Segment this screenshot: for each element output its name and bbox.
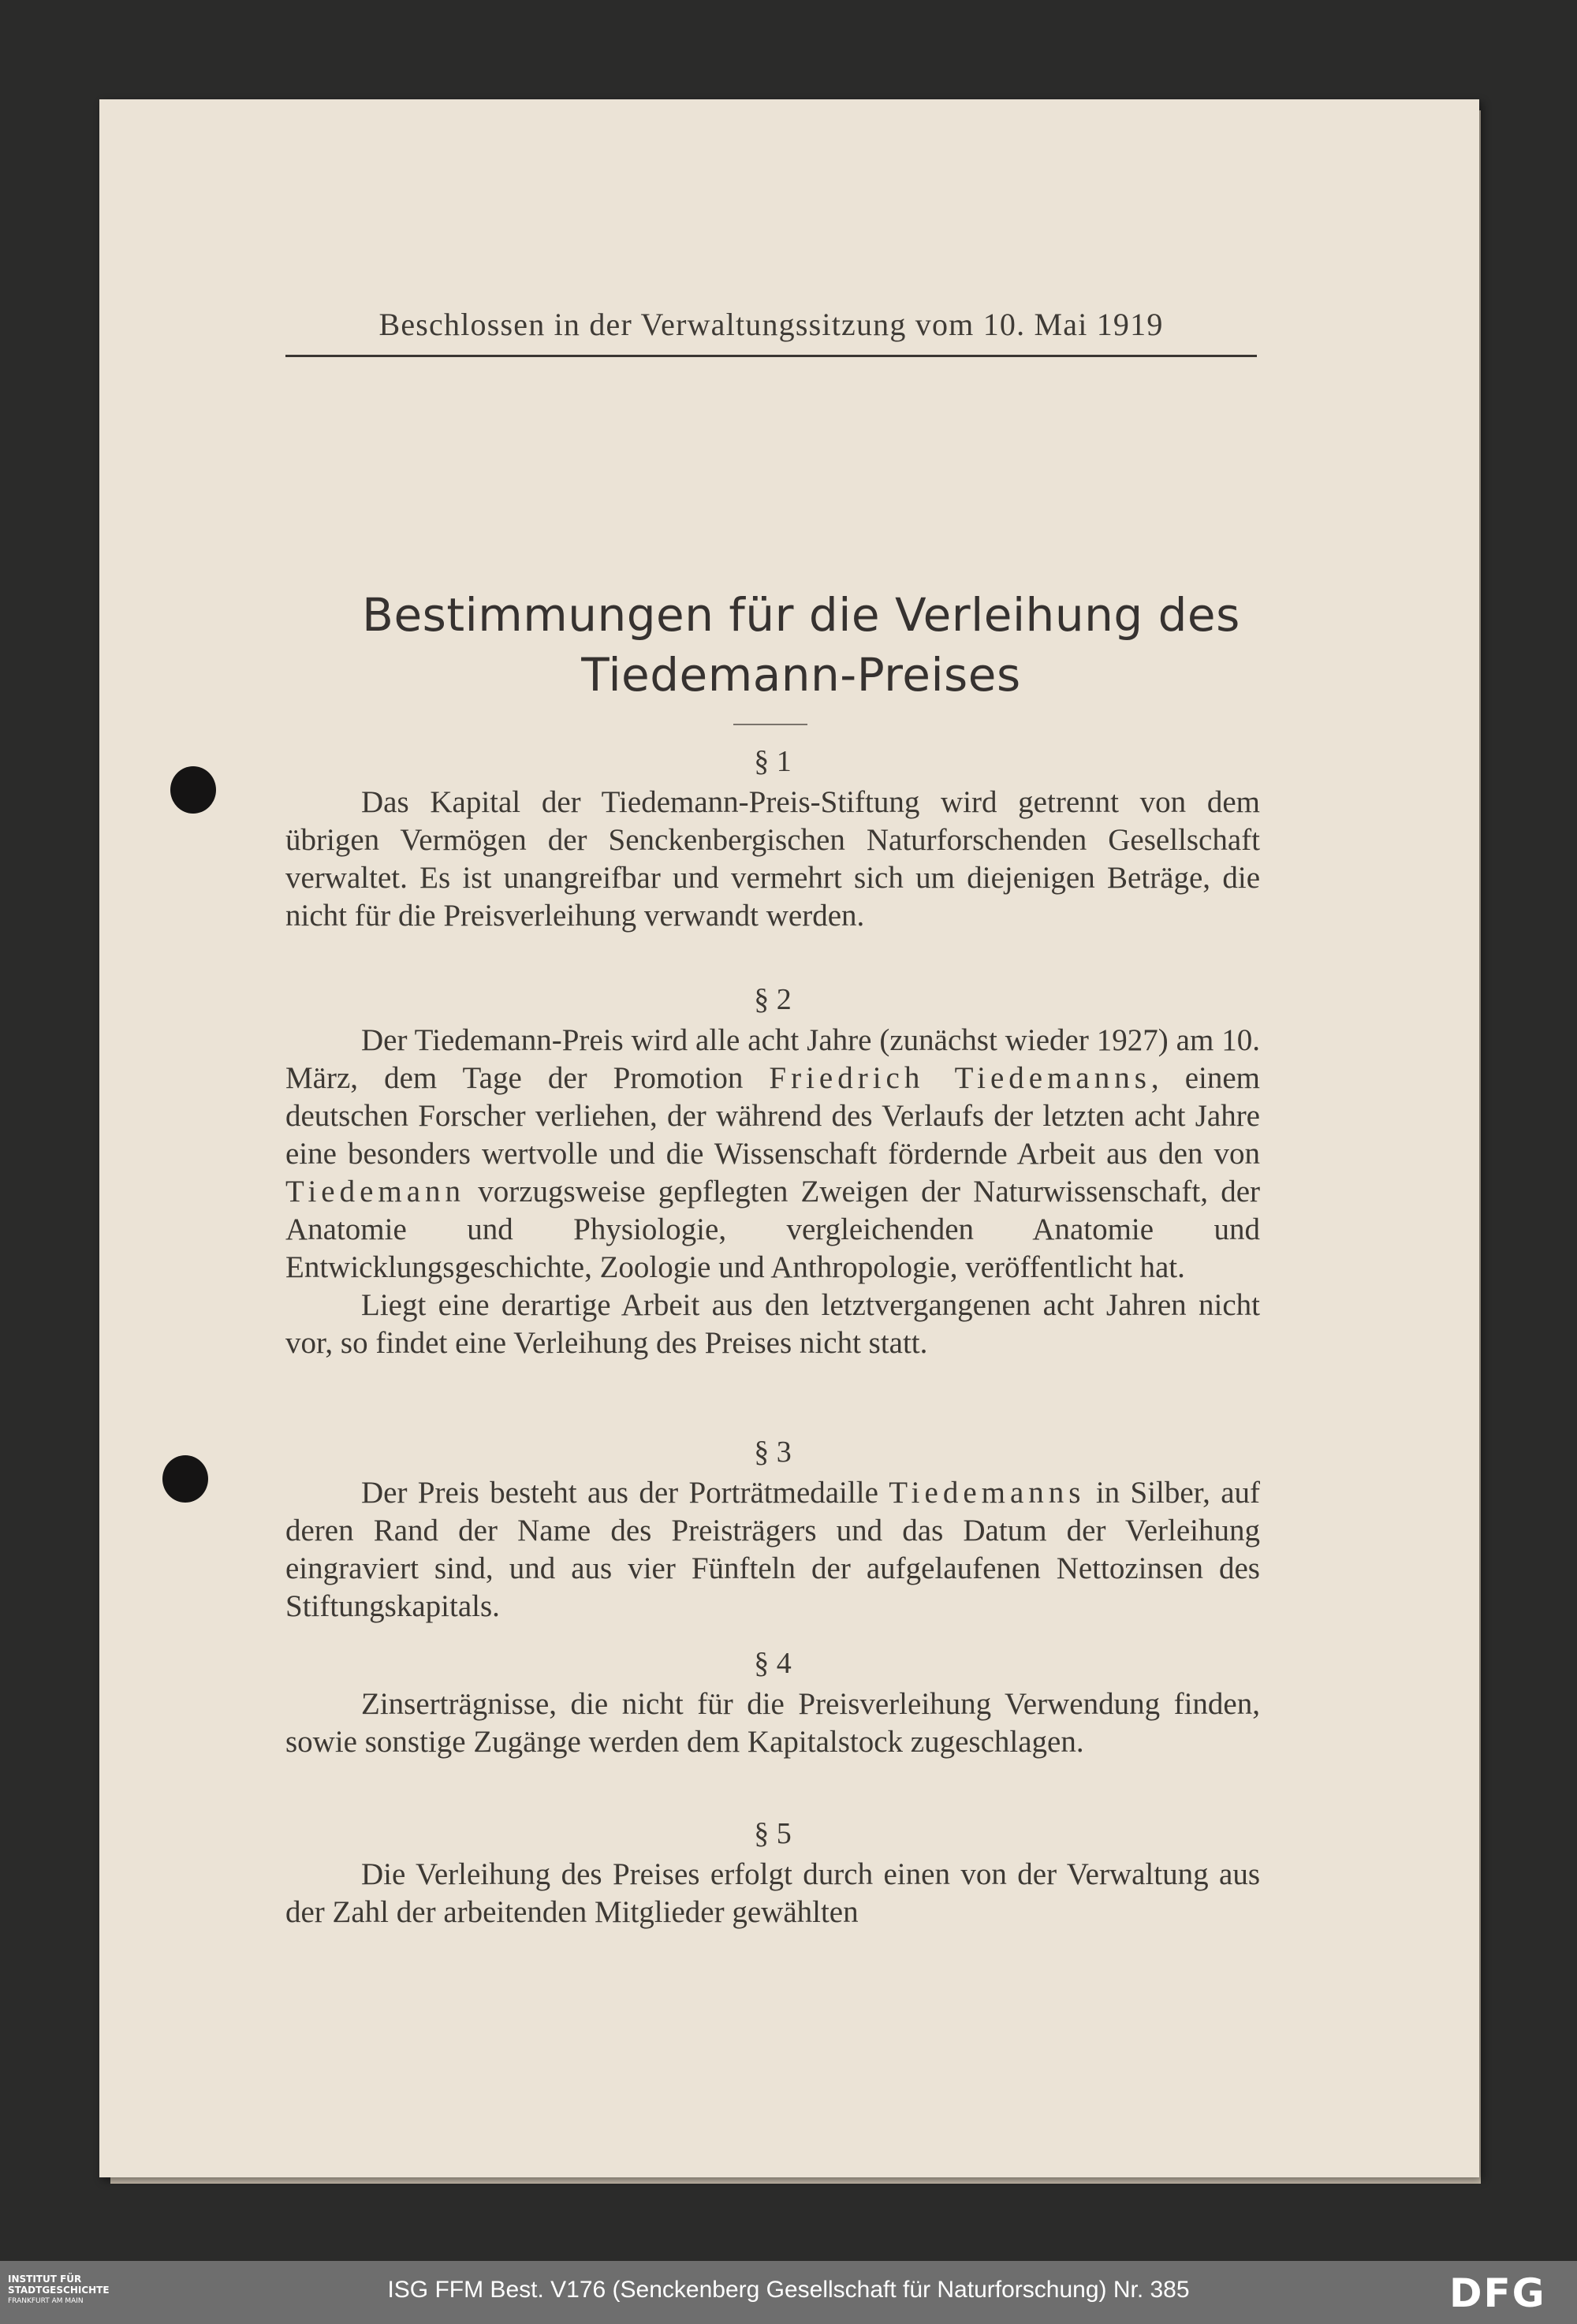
name-spaced: Friedrich Tiedemanns (769, 1061, 1151, 1095)
section-paragraph: Das Kapital der Tiedemann-Preis-Stiftung wird getrennt von dem übrigen Vermögen der Senckenbergischen Naturforschenden Gesellschaft verwaltet. Es ist unangreifbar und vermehrt sich um diejenigen Beträge, die nicht für die Preisverleihung verwandt werden. (285, 785, 1260, 933)
title-line-1: Bestimmungen für die Verleihung des (362, 588, 1240, 642)
dfg-logo: DFG (1449, 2270, 1546, 2316)
viewer-footer (0, 2261, 1577, 2324)
section-number: § 5 (754, 1817, 792, 1850)
text-run: , einem deutschen Forscher verliehen, der während des Verlaufs der letzten acht Jahre eine besonders wertvolle und die Wissenschaft fördernde Arbeit aus den von (285, 1061, 1261, 1171)
text-run: Der Preis besteht aus der Porträtmedaille (361, 1476, 889, 1510)
section-3 (285, 1433, 1260, 1626)
name-spaced: Tiedemanns (889, 1476, 1086, 1510)
header-rule (285, 355, 1257, 357)
document-title (249, 585, 1353, 705)
archive-caption: ISG FFM Best. V176 (Senckenberg Gesellschaft für Naturforschung) Nr. 385 (387, 2277, 1190, 2303)
title-line-2: Tiedemann-Preises (581, 648, 1021, 702)
title-rule (733, 724, 807, 725)
isg-logo-line-3: FRANKFURT AM MAIN (8, 2297, 84, 2305)
punch-hole-bottom (162, 1455, 208, 1503)
section-number: § 2 (754, 983, 792, 1016)
section-paragraph (285, 1022, 1260, 1287)
text-run: vorzugsweise gepflegten Zweigen der Naturwissenschaft, der Anatomie und Physiologie, vergleichenden Anatomie und Entwicklungsgeschichte, Zoologie und Anthropologie, veröffentlicht hat. (285, 1175, 1260, 1284)
text-run: Der Tiedemann-Preis wird alle acht Jahre (zunächst wieder 1927) am 10. März, dem Tage der Promotion (285, 1023, 1260, 1095)
section-paragraph (285, 1474, 1260, 1626)
section-4 (285, 1644, 1260, 1761)
section-number: § 4 (754, 1647, 792, 1680)
document-page (99, 99, 1479, 2177)
punch-hole-top (170, 766, 216, 814)
section-paragraph: Zinserträgnisse, die nicht für die Preisverleihung Verwendung finden, sowie sonstige Zugänge werden dem Kapitalstock zugeschlagen. (285, 1687, 1260, 1759)
section-paragraph: Die Verleihung des Preises erfolgt durch einen von der Verwaltung aus der Zahl der arbeitenden Mitglieder gewählten (285, 1857, 1260, 1929)
section-5 (285, 1815, 1260, 1931)
section-2 (285, 981, 1260, 1362)
isg-logo-line-2: STADTGESCHICHTE (8, 2285, 110, 2296)
section-number: § 3 (754, 1436, 792, 1469)
name-spaced: Tiedemann (285, 1175, 466, 1209)
section-paragraph: Liegt eine derartige Arbeit aus den letztvergangenen acht Jahren nicht vor, so findet eine Verleihung des Preises nicht statt. (285, 1288, 1260, 1360)
isg-logo-line-1: INSTITUT FÜR (8, 2274, 82, 2285)
text-run: in Silber, auf deren Rand der Name des Preisträgers und das Datum der Verleihung eingraviert sind, und aus vier Fünfteln der aufgelaufenen Nettozinsen des Stiftungskapitals. (285, 1476, 1260, 1623)
section-1 (285, 743, 1260, 935)
section-number: § 1 (754, 745, 792, 778)
resolution-header: Beschlossen in der Verwaltungssitzung vom 10. Mai 1919 (378, 307, 1164, 342)
